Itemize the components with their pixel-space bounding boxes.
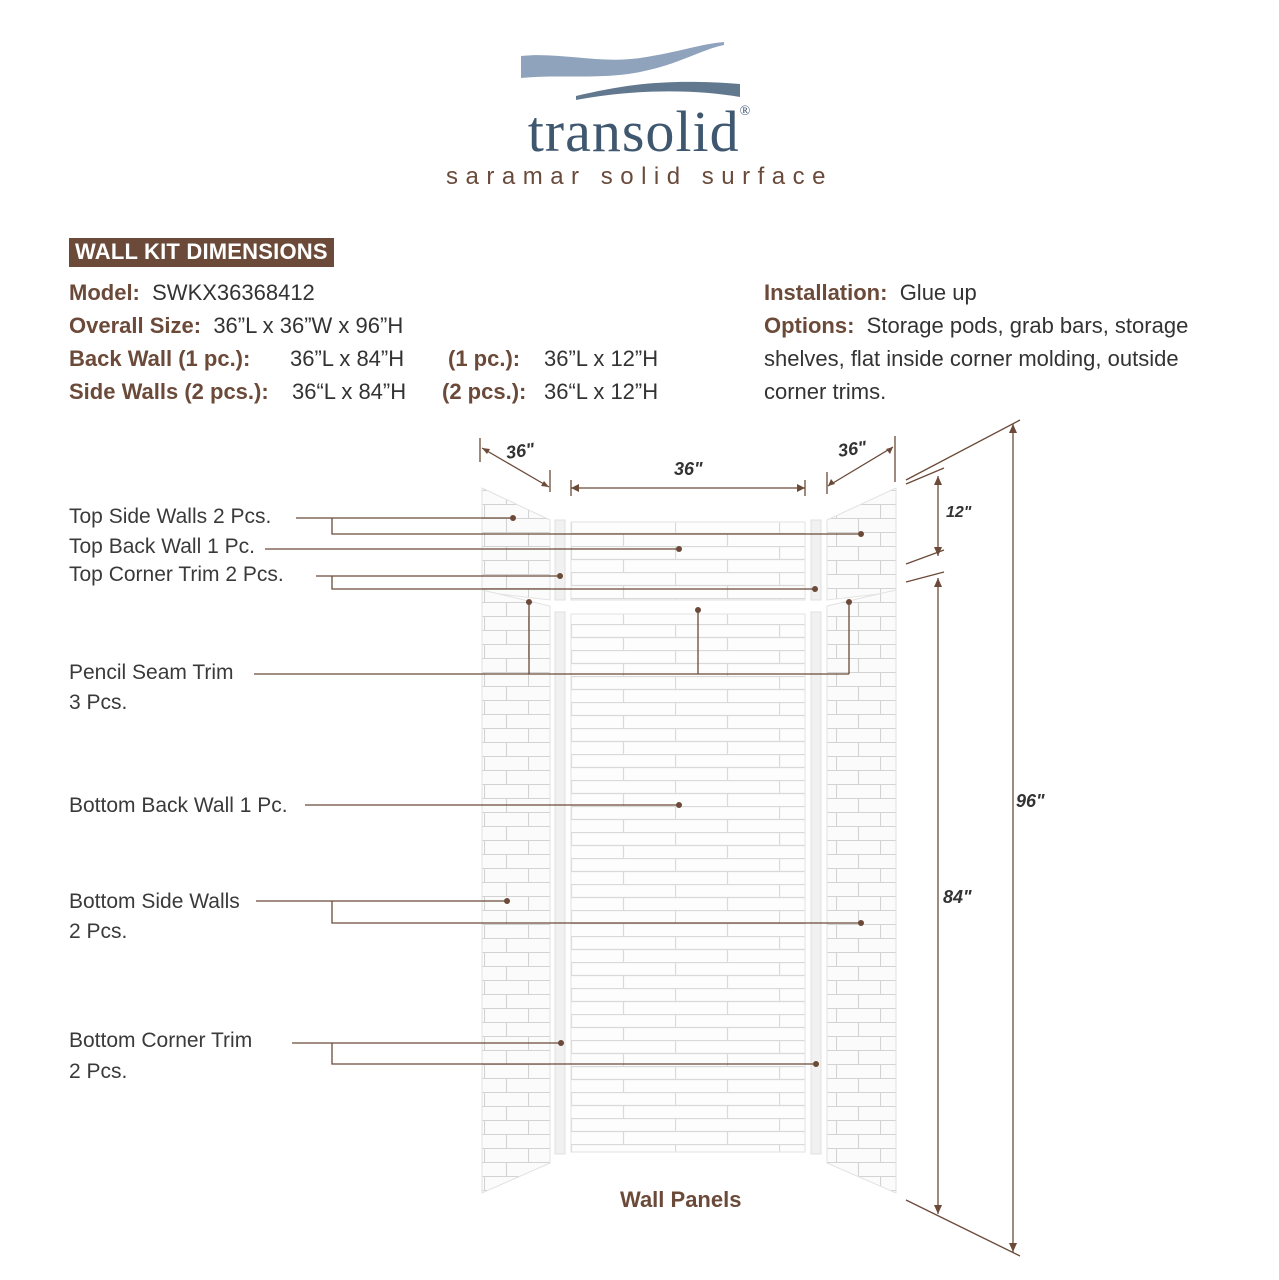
- dim-total-height: [906, 420, 1020, 1256]
- dim-right-width-label: 36": [836, 437, 868, 461]
- top-corner-trim-left: [555, 520, 565, 600]
- dim-back-width: [571, 480, 805, 496]
- spec-overall-label: Overall Size:: [69, 313, 202, 338]
- spec-model-label: Model:: [69, 280, 140, 305]
- callout-top-back-wall: Top Back Wall 1 Pc.: [69, 535, 255, 558]
- diagram-caption: Wall Panels: [620, 1187, 742, 1212]
- spec-side-value: 36“L x 84”H: [292, 379, 407, 404]
- spec-back-wall: [69, 346, 250, 372]
- brand-wordmark: [0, 98, 1279, 165]
- dim-top-height-label: 12": [946, 504, 972, 521]
- spec-options-line2: shelves, flat inside corner molding, outside: [764, 346, 1179, 371]
- callout-bottom-side-walls: Bottom Side Walls: [69, 890, 240, 913]
- bottom-left-side-wall: [482, 590, 550, 1193]
- spec-install-value: Glue up: [899, 280, 977, 305]
- dim-back-width-label: 36": [674, 459, 703, 479]
- dim-bottom-height: [906, 572, 944, 1214]
- brand-tagline: saramar solid surface: [446, 163, 833, 190]
- brand-name: transolid: [527, 99, 740, 164]
- spec-options: [764, 313, 1188, 339]
- top-right-side-wall: [827, 488, 896, 600]
- spec-side-top-label: (2 pcs.):: [442, 379, 527, 404]
- top-left-side-wall: [482, 488, 550, 600]
- callout-bottom-corner-trim-qty: 2 Pcs.: [69, 1060, 128, 1083]
- spec-back-top-label: (1 pc.):: [448, 346, 521, 371]
- spec-model: [69, 280, 315, 306]
- spec-back-top-value: 36”L x 12”H: [544, 346, 659, 371]
- bottom-back-wall: [571, 614, 805, 1152]
- dim-total-height-label: 96": [1016, 791, 1045, 811]
- spec-model-value: SWKX36368412: [152, 280, 315, 305]
- spec-back-label: Back Wall (1 pc.):: [69, 346, 251, 371]
- dim-left-width-label: 36": [504, 439, 536, 463]
- spec-back-value: 36”L x 84”H: [290, 346, 405, 371]
- bottom-corner-trim-left: [555, 612, 565, 1154]
- bottom-right-side-wall: [827, 590, 896, 1193]
- callout-bottom-back-wall: Bottom Back Wall 1 Pc.: [69, 794, 288, 817]
- spec-side-label: Side Walls (2 pcs.):: [69, 379, 269, 404]
- logo-wave-top: [521, 42, 724, 78]
- spec-side-top-value: 36“L x 12”H: [544, 379, 659, 404]
- dim-bottom-height-label: 84": [943, 887, 972, 907]
- spec-options-line3: corner trims.: [764, 379, 887, 404]
- callout-top-corner-trim: Top Corner Trim 2 Pcs.: [69, 563, 284, 586]
- spec-overall-value: 36”L x 36”W x 96”H: [213, 313, 404, 338]
- spec-options-label: Options:: [764, 313, 855, 338]
- spec-installation: [764, 280, 977, 306]
- callout-bottom-corner-trim: Bottom Corner Trim: [69, 1029, 253, 1052]
- callout-pencil-seam: Pencil Seam Trim: [69, 661, 234, 684]
- callout-bottom-side-walls-qty: 2 Pcs.: [69, 920, 128, 943]
- section-heading: WALL KIT DIMENSIONS: [69, 238, 334, 267]
- spec-overall: [69, 313, 403, 339]
- registered-mark: ®: [739, 104, 752, 119]
- spec-install-label: Installation:: [764, 280, 888, 305]
- spec-side-walls: [69, 379, 269, 405]
- bottom-corner-trim-right: [811, 612, 821, 1154]
- spec-options-line1: Storage pods, grab bars, storage: [866, 313, 1189, 338]
- callout-top-side-walls: Top Side Walls 2 Pcs.: [69, 505, 272, 528]
- callout-pencil-seam-qty: 3 Pcs.: [69, 691, 128, 714]
